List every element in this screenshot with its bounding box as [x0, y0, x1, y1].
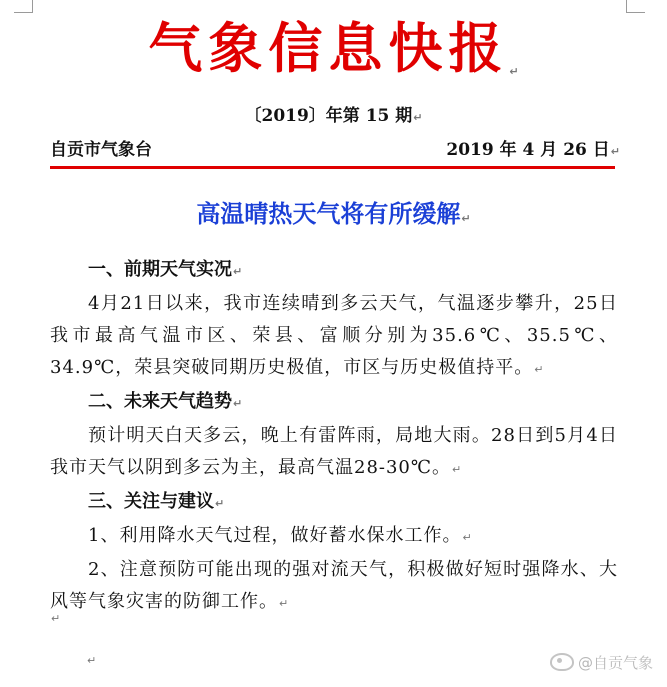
paragraph-mark-icon: ↵ [215, 497, 225, 510]
section-heading: 三、关注与建议↵ [88, 491, 225, 512]
section-paragraph: 4月21日以来，我市连续晴到多云天气，气温逐步攀升，25日我市最高气温市区、荣县、富顺分别为35.6℃、35.5℃、34.9℃，荣县突破同期历史极值，市区与历史极值持平。↵ [50, 293, 618, 378]
masthead-title-text: 气象信息快报 [148, 17, 509, 80]
issue-date: 2019 年 4 月 26 日 [446, 140, 610, 160]
paragraph-mark-icon: ↵ [233, 265, 243, 278]
paragraph-mark-icon: ↵ [509, 65, 519, 78]
issuer-name: 自贡市气象台 [50, 140, 152, 160]
page-corner-top-left [14, 0, 33, 13]
section-heading: 一、前期天气实况↵ [88, 259, 243, 280]
paragraph-mark-icon: ↵ [279, 597, 290, 610]
issue-number-text: 〔2019〕年第 15 期 [244, 106, 413, 126]
watermark [550, 652, 653, 674]
section-heading: 二、未来天气趋势↵ [88, 391, 243, 412]
issue-number [0, 104, 667, 130]
headline [0, 198, 667, 235]
issue-date-wrap [446, 138, 620, 164]
masthead-title [0, 14, 667, 99]
paragraph-mark-icon: ↵ [452, 463, 463, 476]
page-corner-top-right [626, 0, 645, 13]
section-paragraph: 1、利用降水天气过程，做好蓄水保水工作。↵ [88, 525, 473, 546]
paragraph-mark-icon: ↵ [87, 654, 97, 667]
watermark-text: @自贡气象 [577, 654, 653, 672]
paragraph-mark-icon: ↵ [413, 111, 423, 124]
paragraph-mark-icon: ↵ [534, 363, 545, 376]
headline-text: 高温晴热天气将有所缓解 [196, 200, 461, 228]
weibo-icon [550, 653, 574, 671]
paragraph-mark-icon: ↵ [462, 531, 473, 544]
paragraph-mark-icon: ↵ [461, 212, 471, 225]
document-body [50, 254, 618, 620]
paragraph-mark-icon: ↵ [233, 397, 243, 410]
paragraph-mark-icon: ↵ [610, 145, 620, 158]
section-paragraph: 2、注意预防可能出现的强对流天气，积极做好短时强降水、大风等气象灾害的防御工作。↵ [50, 559, 618, 612]
section-paragraph: 预计明天白天多云，晚上有雷阵雨，局地大雨。28日到5月4日我市天气以阴到多云为主，最高气温28-30℃。↵ [50, 425, 618, 478]
paragraph-mark-icon: ↵ [51, 612, 61, 625]
red-divider-rule [50, 166, 615, 169]
